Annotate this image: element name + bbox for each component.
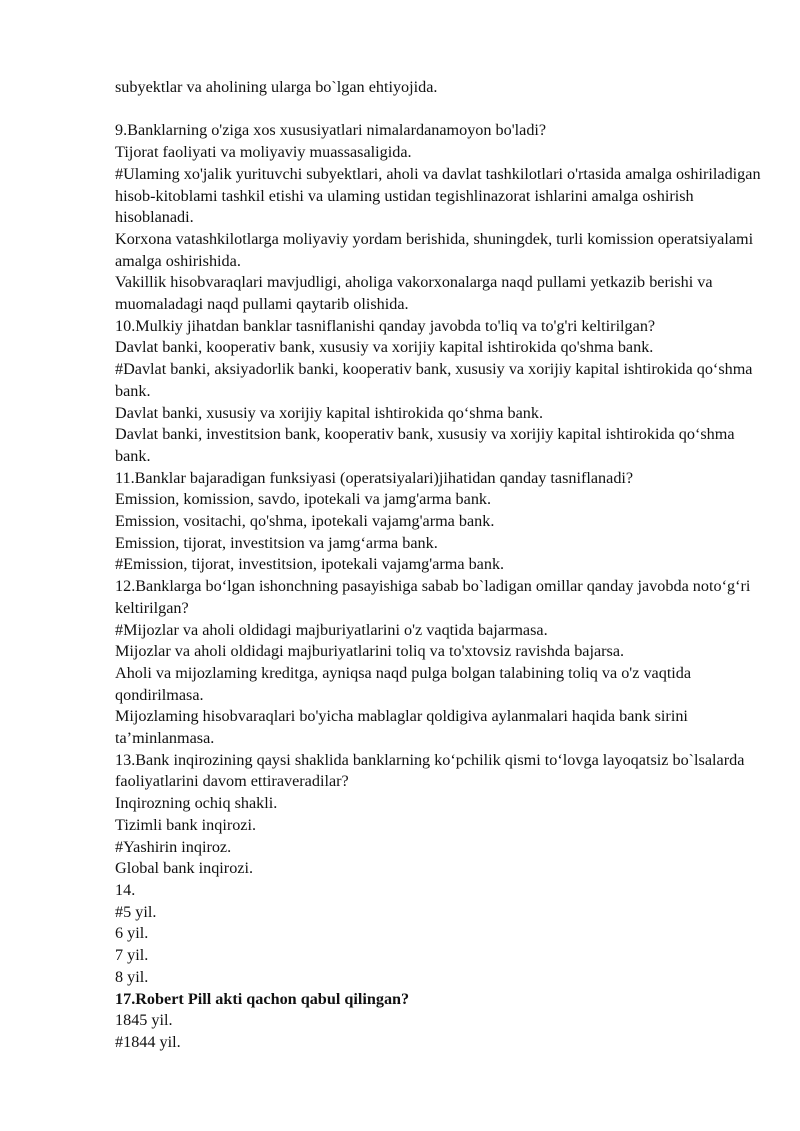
answer-option: Tizimli bank inqirozi. <box>115 815 257 834</box>
answer-option: Davlat banki, xususiy va xorijiy kapital ishtirokida qo‘shma bank. <box>115 403 543 422</box>
answer-option: Emission, komission, savdo, ipotekali va jamg'arma bank. <box>115 490 492 509</box>
question-10: 10.Mulkiy jihatdan banklar tasniflanishi qanday javobda to'liq va to'g'ri keltirilgan? <box>115 316 656 335</box>
question-11: 11.Banklar bajaradigan funksiyasi (operatsiyalari)jihatidan qanday tasniflanadi? <box>115 468 634 487</box>
answer-option-correct: #Davlat banki, aksiyadorlik banki, kooperativ bank, xususiy va xorijiy kapital ishtirokida qo‘shma bank. <box>115 360 753 400</box>
answer-option: Davlat banki, investitsion bank, kooperativ bank, xususiy va xorijiy kapital ishtirokida qo‘shma bank. <box>115 425 735 465</box>
answer-option: 8 yil. <box>115 967 149 986</box>
answer-option-correct: #5 yil. <box>115 902 157 921</box>
answer-option: Global bank inqirozi. <box>115 859 254 878</box>
answer-option: Emission, vositachi, qo'shma, ipotekali vajamg'arma bank. <box>115 512 495 531</box>
answer-option: Davlat banki, kooperativ bank, xususiy va xorijiy kapital ishtirokida qo'shma bank. <box>115 338 654 357</box>
answer-option: 6 yil. <box>115 924 149 943</box>
text-line: subyektlar va aholining ularga bo`lgan ehtiyojida. <box>115 78 438 96</box>
question-13: 13.Bank inqirozining qaysi shaklida banklarning ko‘pchilik qismi to‘lovga layoqatsiz bo`lsalarda faoliyatlarini davom ettiraveradilar? <box>115 750 745 791</box>
answer-option-correct: #Mijozlar va aholi oldidagi majburiyatlarini o'z vaqtida bajarmasa. <box>115 620 548 639</box>
question-14: 14. <box>115 881 136 899</box>
answer-option: Emission, tijorat, investitsion va jamg‘arma bank. <box>115 533 438 552</box>
answer-option-correct: #Ulaming xo'jalik yurituvchi subyektlari, aholi va davlat tashkilotlari o'rtasida amalga oshiriladigan hisob-kitoblami tashkil etishi va ulaming ustidan tegishlinazorat ishlarini amalga oshirish hisoblanadi. <box>115 164 761 227</box>
answer-option: 7 yil. <box>115 946 149 965</box>
question-17: 17.Robert Pill akti qachon qabul qilingan? <box>115 989 410 1008</box>
answer-option: Mijozlaming hisobvaraqlari bo'yicha mablaglar qoldigiva aylanmalari haqida bank sirini ta’minlanmasa. <box>115 707 688 748</box>
answer-option: Vakillik hisobvaraqlari mavjudligi, aholiga vakorxonalarga naqd pullami yetkazib berishi va muomaladagi naqd pullami qaytarib olishida. <box>115 273 713 314</box>
answer-option-correct: #Yashirin inqiroz. <box>115 837 232 856</box>
question-12: 12.Banklarga bo‘lgan ishonchning pasayishiga sabab bo`ladigan omillar qanday javobda noto‘g‘ri keltirilgan? <box>115 577 751 617</box>
answer-option: Inqirozning ochiq shakli. <box>115 794 278 813</box>
answer-option: Aholi va mijozlaming kreditga, ayniqsa naqd pulga bolgan talabining toliq va o'z vaqtida qondirilmasa. <box>115 663 692 704</box>
blank-line <box>115 99 765 121</box>
document-page <box>115 77 765 1054</box>
answer-option-correct: #1844 yil. <box>115 1032 181 1051</box>
answer-option: Mijozlar va aholi oldidagi majburiyatlarini toliq va to'xtovsiz ravishda bajarsa. <box>115 642 625 661</box>
answer-option: Korxona vatashkilotlarga moliyaviy yordam berishida, shuningdek, turli komission operatsiyalami amalga oshirishida. <box>115 229 754 270</box>
answer-option: Tijorat faoliyati va moliyaviy muassasaligida. <box>115 143 412 162</box>
answer-option-correct: #Emission, tijorat, investitsion, ipotekali vajamg'arma bank. <box>115 555 505 574</box>
question-9: 9.Banklarning o'ziga xos xususiyatlari nimalardanamoyon bo'ladi? <box>115 121 547 140</box>
answer-option: 1845 yil. <box>115 1011 173 1030</box>
